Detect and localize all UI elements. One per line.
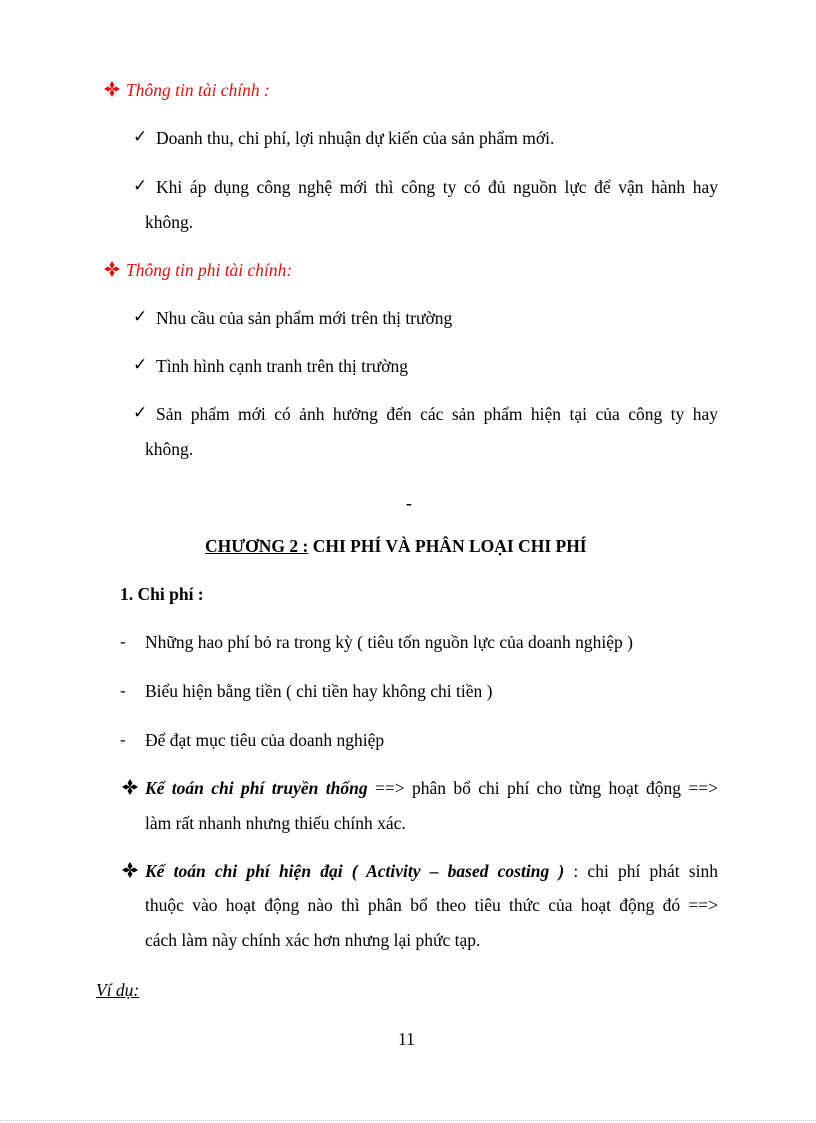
page-number: 11: [398, 1029, 415, 1049]
dash-bullet: -: [120, 730, 126, 749]
diamond-bullet-icon: [121, 778, 139, 796]
diamond-bullet-icon: [103, 80, 121, 98]
term-abc-costing: Kế toán chi phí hiện đại ( Activity – based costing ): [145, 861, 565, 881]
list-item: Những hao phí bỏ ra trong kỳ ( tiêu tốn nguồn lực của doanh nghiệp ): [145, 632, 633, 652]
list-item-continuation: không.: [145, 439, 194, 459]
paragraph-continuation: làm rất nhanh nhưng thiếu chính xác.: [145, 813, 406, 833]
dash-bullet: -: [120, 632, 126, 651]
paragraph-traditional-costing: [145, 777, 718, 799]
page-bottom-divider: [0, 1120, 816, 1121]
list-item: Khi áp dụng công nghệ mới thì công ty có đủ nguồn lực để vận hành hay: [156, 177, 718, 197]
checkmark-icon: ✓: [133, 403, 148, 423]
list-item-continuation: không.: [145, 212, 194, 232]
list-item: Doanh thu, chi phí, lợi nhuận dự kiến của sản phẩm mới.: [156, 128, 555, 148]
section-title-financial: Thông tin tài chính :: [126, 80, 270, 100]
checkmark-icon: ✓: [133, 355, 148, 375]
list-item: Nhu cầu của sản phẩm mới trên thị trường: [156, 308, 453, 328]
list-item: Tình hình cạnh tranh trên thị trường: [156, 356, 409, 376]
section-title-nonfinancial: Thông tin phi tài chính:: [126, 260, 293, 280]
example-label: Ví dụ:: [96, 980, 140, 1000]
checkmark-icon: ✓: [133, 176, 148, 196]
chapter-label: CHƯƠNG 2 :: [205, 536, 309, 556]
checkmark-icon: ✓: [133, 307, 148, 327]
list-item: Để đạt mục tiêu của doanh nghiệp: [145, 730, 385, 750]
chapter-title: CHI PHÍ VÀ PHÂN LOẠI CHI PHÍ: [308, 536, 587, 556]
traditional-costing-text: ==> phân bổ chi phí cho từng hoạt động ==>: [367, 778, 719, 798]
list-item: Sản phẩm mới có ảnh hưởng đến các sản phẩm hiện tại của công ty hay: [156, 404, 718, 424]
checkmark-icon: ✓: [133, 127, 148, 147]
abc-costing-text: : chi phí phát sinh: [564, 861, 718, 881]
dash-bullet: -: [120, 681, 126, 700]
chapter-heading: [205, 535, 587, 557]
paragraph-continuation: cách làm này chính xác hơn nhưng lại phức tạp.: [145, 930, 481, 950]
diamond-bullet-icon: [103, 260, 121, 278]
heading-chi-phi: 1. Chi phí :: [120, 584, 204, 604]
separator-dash: -: [406, 493, 412, 513]
term-traditional-costing: Kế toán chi phí truyền thống: [145, 778, 368, 798]
paragraph-abc-costing: [145, 860, 718, 882]
paragraph-continuation: thuộc vào hoạt động nào thì phân bổ theo tiêu thức của hoạt động đó ==>: [145, 895, 718, 915]
diamond-bullet-icon: [121, 861, 139, 879]
list-item: Biểu hiện bằng tiền ( chi tiền hay không chi tiền ): [145, 681, 493, 701]
